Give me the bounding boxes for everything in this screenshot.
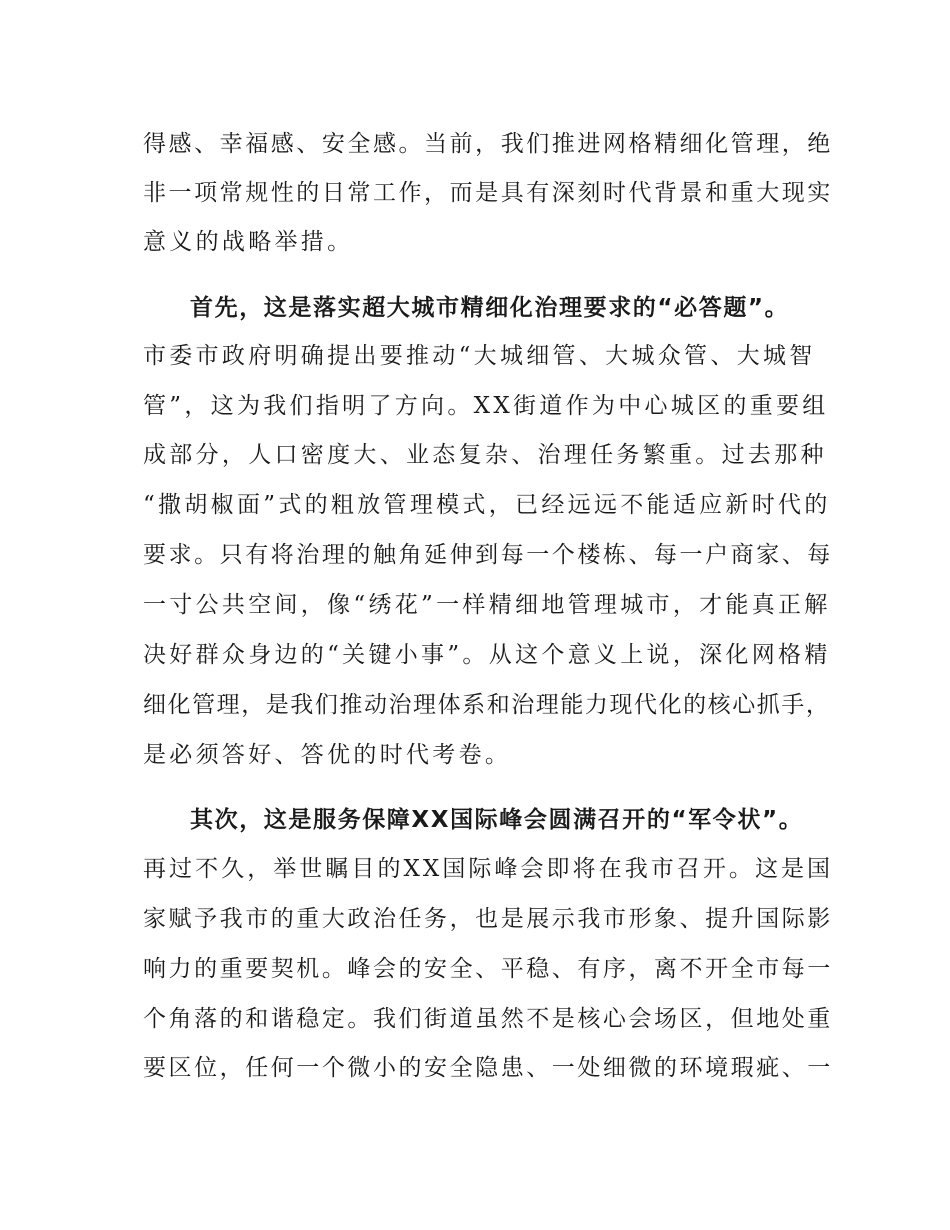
paragraph-2-line-6: 一寸公共空间，像“绣花”一样精细地管理城市，才能真正解 <box>143 592 831 618</box>
paragraph-3-line-3: 响力的重要契机。峰会的安全、平稳、有序，离不开全市每一 <box>143 956 833 982</box>
paragraph-2-line-9: 是必须答好、答优的时代考卷。 <box>143 742 512 768</box>
section-heading-2: 其次，这是服务保障XX国际峰会圆满召开的“军令状”。 <box>190 807 804 833</box>
paragraph-2-line-5: 要求。只有将治理的触角延伸到每一个楼栋、每一户商家、每 <box>143 542 833 568</box>
section-heading-1: 首先，这是落实超大城市精细化治理要求的“必答题”。 <box>190 295 790 321</box>
paragraph-2-line-7: 决好群众身边的“关键小事”。从这个意义上说，深化网格精 <box>143 642 831 668</box>
paragraph-3-line-5: 要区位，任何一个微小的安全隐患、一处细微的环境瑕疵、一 <box>143 1055 833 1081</box>
paragraph-2-line-1: 市委市政府明确提出要推动“大城细管、大城众管、大城智 <box>143 343 816 369</box>
paragraph-1-line-2: 非一项常规性的日常工作，而是具有深刻时代背景和重大现实 <box>143 180 833 206</box>
paragraph-3-line-1: 再过不久，举世瞩目的XX国际峰会即将在我市召开。这是国 <box>143 856 834 882</box>
paragraph-3-line-4: 个角落的和谐稳定。我们街道虽然不是核心会场区，但地处重 <box>143 1006 833 1032</box>
paragraph-3-line-2: 家赋予我市的重大政治任务，也是展示我市形象、提升国际影 <box>143 906 833 932</box>
paragraph-1-line-1: 得感、幸福感、安全感。当前，我们推进网格精细化管理，绝 <box>143 131 833 157</box>
paragraph-2-line-3: 成部分，人口密度大、业态复杂、治理任务繁重。过去那种 <box>143 442 827 468</box>
paragraph-2-line-8: 细化管理，是我们推动治理体系和治理能力现代化的核心抓手， <box>143 692 831 718</box>
paragraph-2-line-2: 管”，这为我们指明了方向。XX街道作为中心城区的重要组 <box>143 393 829 419</box>
paragraph-1-line-3: 意义的战略举措。 <box>143 229 354 255</box>
paragraph-2-line-4: “撒胡椒面”式的粗放管理模式，已经远远不能适应新时代的 <box>143 492 831 518</box>
